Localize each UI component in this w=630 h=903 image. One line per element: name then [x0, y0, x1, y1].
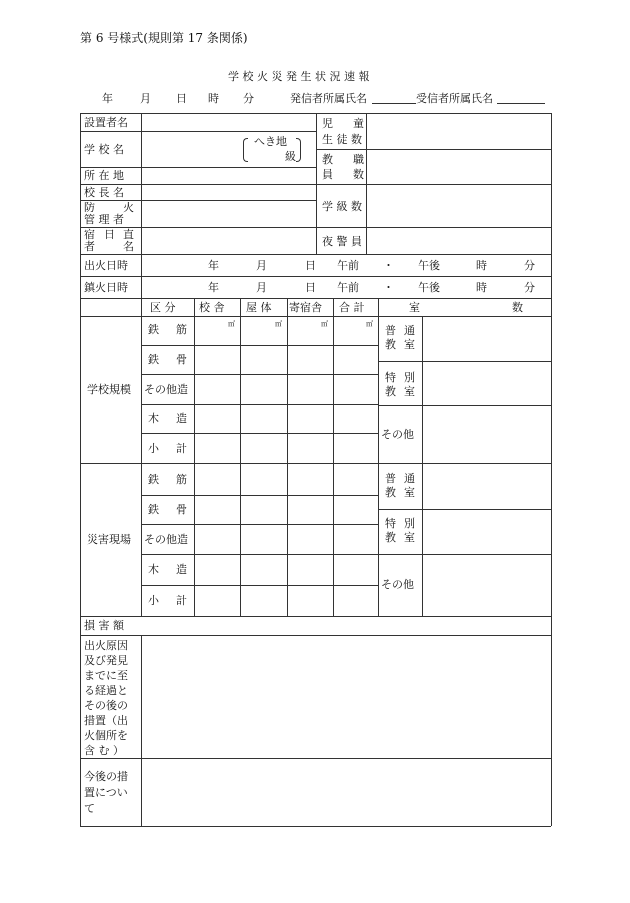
outbreak-time-label: 出火日時	[84, 259, 128, 272]
fire-manager-label-1b: 火	[123, 201, 134, 214]
damage-amount-label: 損 害 額	[84, 619, 124, 632]
scale-rc-2: 筋	[176, 323, 187, 336]
extinguished-hour: 時	[476, 281, 487, 294]
extinguished-year: 年	[208, 281, 219, 294]
pupil-count-label-1b: 童	[353, 117, 364, 130]
night-duty-label-2a: 者	[84, 240, 95, 253]
night-duty-label-1b: 日	[104, 228, 115, 241]
remote-area-left-bracket	[243, 138, 248, 162]
scale-steel-1: 鉄	[148, 353, 159, 366]
scale-general-room-1b: 通	[404, 324, 415, 337]
outbreak-pm: 午後	[418, 259, 440, 272]
outbreak-minute: 分	[524, 259, 535, 272]
report-title: 学 校 火 災 発 生 状 況 速 報	[228, 70, 370, 83]
outbreak-am: 午前	[337, 259, 359, 272]
site-special-room-2b: 室	[404, 531, 415, 544]
school-name-label: 学 校 名	[84, 143, 124, 156]
future-measures-line: て	[84, 802, 95, 815]
row-line	[141, 524, 378, 525]
header-day-label: 日	[176, 92, 187, 105]
unit-total: ㎡	[366, 320, 373, 328]
site-subtotal-2: 計	[176, 594, 187, 607]
row-line	[141, 404, 378, 405]
site-general-room-1b: 通	[404, 472, 415, 485]
row-line	[80, 463, 551, 464]
remote-area-label: へき地	[254, 135, 287, 148]
school-building-header: 校 舎	[199, 301, 225, 314]
receiver-name-line[interactable]	[497, 103, 545, 104]
night-duty-label-1a: 宿	[84, 228, 95, 241]
night-guard-label: 夜 警 員	[322, 235, 362, 248]
outbreak-dot: ・	[383, 259, 394, 272]
unit-dorm: ㎡	[321, 320, 328, 328]
pupil-count-field[interactable]	[367, 114, 550, 148]
scale-other-room: その他	[381, 428, 414, 441]
class-count-label: 学 級 数	[322, 200, 362, 213]
total-header: 合 計	[339, 301, 365, 314]
row-line	[141, 585, 378, 586]
row-line	[141, 433, 378, 434]
site-rc-2: 筋	[176, 473, 187, 486]
site-steel-2: 骨	[176, 503, 187, 516]
unit-school-building: ㎡	[228, 320, 235, 328]
future-measures-label	[84, 769, 128, 817]
site-rc-1: 鉄	[148, 473, 159, 486]
scale-steel-2: 骨	[176, 353, 187, 366]
site-other: その他造	[144, 533, 188, 546]
scale-special-room-1b: 別	[404, 371, 415, 384]
site-special-room-2a: 教	[385, 531, 396, 544]
row-line	[141, 374, 378, 375]
pupil-count-label-2: 生 徒 数	[322, 133, 362, 146]
sender-label: 発信者所属氏名	[290, 92, 367, 105]
fire-cause-field[interactable]	[142, 636, 550, 757]
table-left-border	[80, 113, 81, 826]
fire-cause-line: 及び発見	[84, 654, 128, 667]
site-general-room-2a: 教	[385, 486, 396, 499]
extinguished-day: 日	[305, 281, 316, 294]
header-minute-label: 分	[243, 92, 254, 105]
remote-area-right-bracket	[296, 138, 301, 162]
scale-special-room-2b: 室	[404, 385, 415, 398]
dorm-header: 寄宿舎	[289, 301, 322, 314]
row-line	[141, 345, 378, 346]
address-field[interactable]	[142, 168, 315, 183]
damage-amount-field[interactable]	[142, 617, 550, 634]
establisher-label: 設置者名	[84, 116, 128, 129]
site-general-room-2b: 室	[404, 486, 415, 499]
outbreak-month: 月	[256, 259, 267, 272]
row-line	[80, 298, 551, 299]
gym-header: 屋 体	[246, 301, 272, 314]
night-guard-field[interactable]	[367, 228, 550, 253]
site-other-room: その他	[381, 578, 414, 591]
fire-cause-label	[84, 638, 128, 758]
extinguished-month: 月	[256, 281, 267, 294]
category-header: 区 分	[150, 301, 176, 314]
scale-general-room-1a: 普	[385, 324, 396, 337]
night-duty-label-1c: 直	[123, 228, 134, 241]
outbreak-year: 年	[208, 259, 219, 272]
staff-count-label-1a: 教	[322, 153, 333, 166]
fire-manager-label-1a: 防	[84, 201, 95, 214]
staff-count-field[interactable]	[367, 150, 550, 183]
header-year-label: 年	[102, 92, 113, 105]
fire-cause-line: までに至	[84, 669, 128, 682]
row-line	[141, 495, 378, 496]
scale-special-room-2a: 教	[385, 385, 396, 398]
outbreak-day: 日	[305, 259, 316, 272]
sender-name-line[interactable]	[372, 103, 416, 104]
site-wood-1: 木	[148, 563, 159, 576]
count-header: 数	[512, 301, 523, 314]
table-right-border	[551, 113, 552, 826]
outbreak-hour: 時	[476, 259, 487, 272]
school-scale-label: 学校規模	[87, 383, 131, 396]
unit-gym: ㎡	[275, 320, 282, 328]
staff-count-label-2a: 員	[322, 168, 333, 181]
row-line	[378, 405, 551, 406]
extinguished-dot: ・	[383, 281, 394, 294]
extinguished-time-label: 鎮火日時	[84, 281, 128, 294]
night-duty-label-2b: 名	[123, 240, 134, 253]
table-bottom-border	[80, 826, 551, 827]
row-line	[141, 554, 378, 555]
scale-other: その他造	[144, 383, 188, 396]
row-line	[378, 361, 551, 362]
site-steel-1: 鉄	[148, 503, 159, 516]
address-label: 所 在 地	[84, 169, 124, 182]
scale-wood-1: 木	[148, 412, 159, 425]
form-number: 第 6 号様式(規則第 17 条関係)	[80, 31, 248, 45]
fire-manager-label-2: 管 理 者	[84, 213, 124, 226]
principal-field[interactable]	[142, 185, 315, 199]
col-line	[316, 113, 317, 254]
header-hour-label: 時	[208, 92, 219, 105]
fire-cause-line: その後の	[84, 699, 128, 712]
extinguished-am: 午前	[337, 281, 359, 294]
fire-cause-line: 措置（出	[84, 714, 128, 727]
row-line	[378, 509, 551, 510]
disaster-site-label: 災害現場	[87, 533, 131, 546]
scale-subtotal-2: 計	[176, 442, 187, 455]
site-subtotal-1: 小	[148, 594, 159, 607]
site-special-room-1a: 特	[385, 517, 396, 530]
scale-general-room-2b: 室	[404, 338, 415, 351]
scale-wood-2: 造	[176, 412, 187, 425]
night-duty-field[interactable]	[142, 228, 315, 253]
principal-label: 校 長 名	[84, 186, 124, 199]
fire-cause-line: 含 む ）	[84, 744, 124, 757]
remote-area-grade-label: 級	[285, 150, 296, 163]
row-line	[378, 554, 551, 555]
future-measures-line: 今後の措	[84, 770, 128, 783]
site-general-room-1a: 普	[385, 472, 396, 485]
fire-cause-line: 出火原因	[84, 639, 128, 652]
row-line	[80, 254, 551, 255]
site-special-room-1b: 別	[404, 517, 415, 530]
row-line	[80, 316, 551, 317]
establisher-field[interactable]	[142, 114, 315, 130]
col-line	[378, 298, 379, 616]
fire-manager-field[interactable]	[142, 201, 315, 226]
pupil-count-label-1a: 児	[322, 117, 333, 130]
future-measures-field[interactable]	[142, 759, 550, 825]
fire-cause-line: 火個所を	[84, 729, 128, 742]
row-line	[80, 276, 551, 277]
school-name-field[interactable]	[142, 132, 242, 166]
staff-count-label-2b: 数	[353, 168, 364, 181]
scale-rc-1: 鉄	[148, 323, 159, 336]
site-wood-2: 造	[176, 563, 187, 576]
scale-subtotal-1: 小	[148, 442, 159, 455]
scale-special-room-1a: 特	[385, 371, 396, 384]
class-count-field[interactable]	[367, 185, 550, 226]
fire-cause-line: る経過と	[84, 684, 128, 697]
rooms-header: 室	[409, 301, 420, 314]
receiver-label: 受信者所属氏名	[416, 92, 493, 105]
header-month-label: 月	[140, 92, 151, 105]
scale-general-room-2a: 教	[385, 338, 396, 351]
future-measures-line: 置につい	[84, 786, 128, 799]
extinguished-minute: 分	[524, 281, 535, 294]
staff-count-label-1b: 職	[353, 153, 364, 166]
extinguished-pm: 午後	[418, 281, 440, 294]
